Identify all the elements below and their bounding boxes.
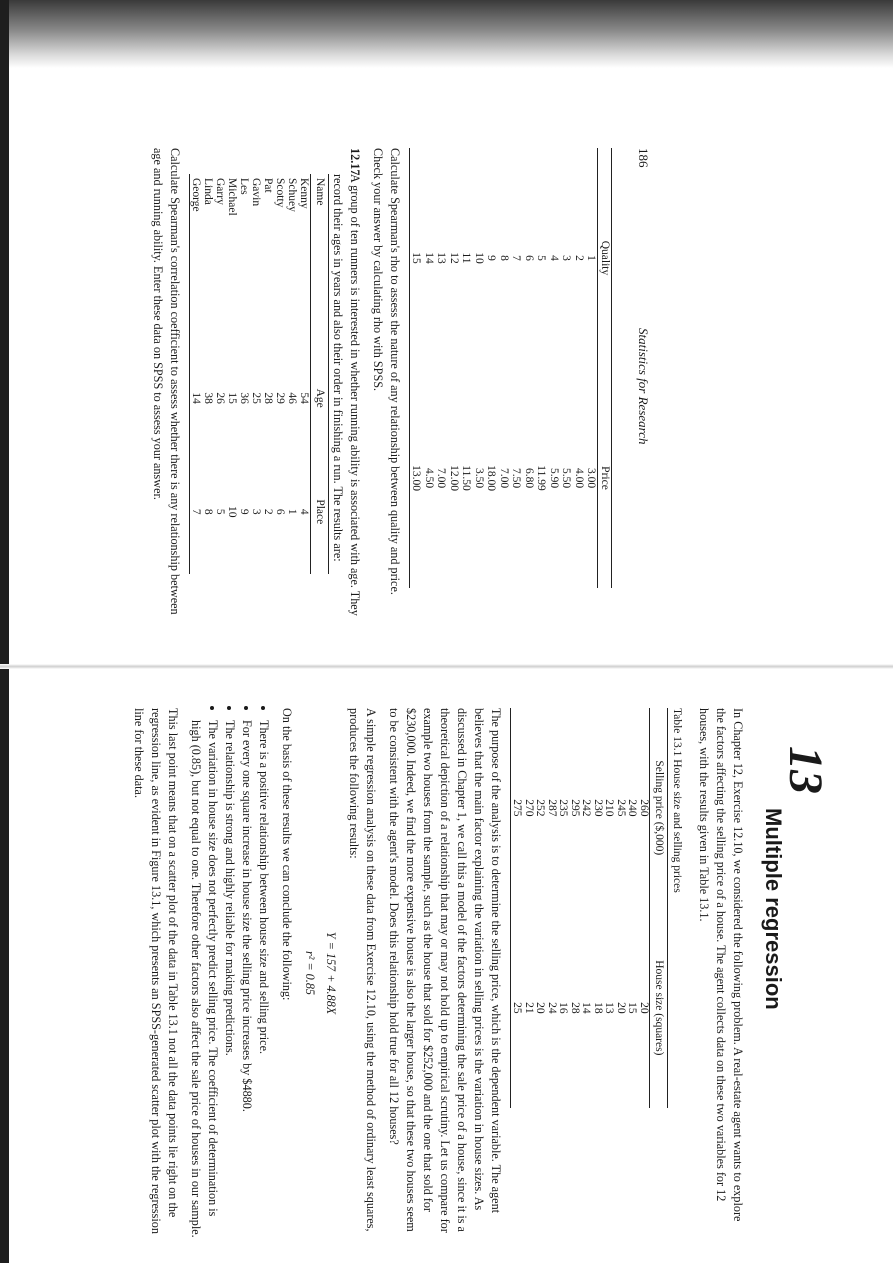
regression-equation: Y = 157 + 4.88X xyxy=(324,931,338,1015)
table-row xyxy=(250,174,262,574)
exercise-text: A group of ten runners is interested in whether running ability is associated with age. They record their ages in years and also their order in finishing a run. The results are: xyxy=(331,174,362,616)
table-cell: 2 xyxy=(262,508,274,515)
table-row xyxy=(585,148,598,588)
table-row xyxy=(546,708,558,1108)
table-row xyxy=(190,174,203,574)
table-row xyxy=(510,148,523,588)
table-cell: 15 xyxy=(410,252,423,264)
table-cell: 240 xyxy=(626,799,639,817)
table-row xyxy=(523,708,535,1108)
table-row xyxy=(603,708,615,1108)
table-row xyxy=(274,174,286,574)
table-row xyxy=(523,148,536,588)
page-fold xyxy=(0,664,893,669)
table-row xyxy=(557,708,569,1108)
table-row xyxy=(473,148,486,588)
table-cell: 14 xyxy=(190,392,202,404)
table-cell: 12 xyxy=(448,252,460,264)
col-header-age: Age xyxy=(311,347,329,450)
table-cell: 12.00 xyxy=(448,465,460,491)
intro-paragraph: In Chapter 12, Exercise 12.10, we considered the following problem. A real-estate agent wants to explore the factors affecting the selling price of a house. The agent collects data on these two variables for 12 houses, with the results given in Table 13.1. xyxy=(697,708,745,1222)
table-cell: 8 xyxy=(498,255,510,261)
table-cell: 20 xyxy=(638,1002,650,1014)
table-cell: 15 xyxy=(226,392,238,404)
table-row xyxy=(560,148,573,588)
table-cell: 6 xyxy=(523,255,535,261)
purpose-paragraph: The purpose of the analysis is to determine the selling price, which is the dependent variable. The agent believes that the main factor explaining the variation in selling prices is the variation in house sizes. As discussed in Chapter 1, we call this a model of the factors determining the sale price of a house, since it is a theoretical depiction of a relationship that may or may not hold up to empirical scrutiny. Let us compare for example two houses from the sample, such as the house that sold for $252,000 and the one that sold for $230,000. Indeed, we find the more expensive house is also the larger house, so that these two houses seem to be consistent with the agent's model. Does this relationship hold true for all 12 houses? xyxy=(387,708,503,1233)
table-row xyxy=(548,148,561,588)
scanner-shadow-top xyxy=(0,0,893,68)
table-cell: 25 xyxy=(250,392,262,404)
table-cell: 5.90 xyxy=(548,467,560,489)
table-row xyxy=(580,708,592,1108)
table-row xyxy=(262,174,274,574)
page-number: 186 xyxy=(636,148,651,168)
table-cell: Les xyxy=(238,178,250,195)
table-cell: 5 xyxy=(535,255,548,261)
table-cell: 29 xyxy=(274,392,286,404)
table-cell: 7.00 xyxy=(498,467,510,489)
runners-table xyxy=(189,174,329,574)
instruction-text-2: Calculate Spearman's correlation coefficient to assess whether there is any relationship between age and running ability. Enter these data on SPSS to assess your answer. xyxy=(151,148,182,615)
table-cell: 245 xyxy=(615,799,627,817)
table-cell: 270 xyxy=(523,799,535,817)
table-cell: Michael xyxy=(226,178,238,216)
table-cell: 230 xyxy=(592,799,604,817)
table-cell: 28 xyxy=(569,1002,581,1014)
scanner-edge-left xyxy=(0,0,9,1263)
table-row xyxy=(485,148,498,588)
table-cell: 10 xyxy=(473,252,485,264)
table-row xyxy=(535,148,548,588)
table-cell: 14 xyxy=(580,1002,593,1014)
table-row xyxy=(226,174,238,574)
list-item: • For every one square increase in house size the selling price increases by $4880. xyxy=(238,720,255,1238)
col-header-price: Price xyxy=(598,368,612,588)
col-header-place: Place xyxy=(311,450,329,574)
table-cell: Linda xyxy=(202,178,214,205)
table-cell: 4.00 xyxy=(573,467,585,489)
table-cell: Pat xyxy=(262,178,274,193)
quality-price-table xyxy=(409,148,612,588)
table-caption: Table 13.1 House size and selling prices xyxy=(671,708,683,893)
table-cell: 20 xyxy=(534,1002,547,1014)
table-cell: Garry xyxy=(214,178,226,205)
table-cell: 5.50 xyxy=(560,467,573,489)
table-cell: 8 xyxy=(202,508,214,515)
table-cell: 260 xyxy=(638,799,650,817)
table-cell: George xyxy=(190,178,202,212)
table-cell: 13.00 xyxy=(410,465,423,491)
table-row xyxy=(214,174,226,574)
table-cell: 11.99 xyxy=(535,465,548,491)
table-cell: 4 xyxy=(298,508,310,515)
table-cell: 36 xyxy=(238,392,250,404)
table-cell: Schuey xyxy=(286,178,298,212)
col-header-name: Name xyxy=(311,174,329,347)
table-cell: 7 xyxy=(190,508,202,515)
table-row xyxy=(592,708,604,1108)
table-cell: 26 xyxy=(214,392,226,404)
table-cell: 1 xyxy=(585,255,598,261)
chapter-number: 13 xyxy=(779,746,832,794)
table-cell: 38 xyxy=(202,392,214,404)
table-cell: 5 xyxy=(214,508,226,515)
list-item: • The variation in house size does not perfectly predict selling price. The coefficient of determination is high (0.85), but not equal to one. Therefore other factors also affect the sale price of houses in our sample. xyxy=(187,720,221,1238)
table-cell: 287 xyxy=(546,799,558,817)
table-cell: 16 xyxy=(557,1002,570,1014)
col-header-house-size: House size (squares) xyxy=(650,908,668,1108)
table-cell: Kenny xyxy=(298,178,310,209)
table-row xyxy=(238,174,250,574)
table-cell: 13 xyxy=(603,1002,616,1014)
table-row xyxy=(573,148,586,588)
table-cell: 18.00 xyxy=(485,465,498,491)
col-header-selling-price: Selling price ($,000) xyxy=(650,708,668,908)
table-cell: 6 xyxy=(274,508,286,515)
table-cell: 275 xyxy=(511,799,524,817)
table-row xyxy=(435,148,448,588)
table-cell: 9 xyxy=(238,508,250,515)
table-cell: 11.50 xyxy=(460,465,473,491)
conclusion-list xyxy=(187,708,272,1238)
chapter-title: Multiple regression xyxy=(761,808,786,1010)
table-row xyxy=(448,148,461,588)
scatter-paragraph: This last point means that on a scatter plot of the data in Table 13.1 not all the data points lie right on the regression line, as evident in Figure 13.1, which presents an SPSS-generated scatter plot with the regression line for these data. xyxy=(132,708,180,1234)
table-cell: 15 xyxy=(626,1002,639,1014)
table-cell: 13 xyxy=(435,252,448,264)
table-cell: 25 xyxy=(511,1002,524,1014)
table-row xyxy=(298,174,311,574)
table-cell: 7.00 xyxy=(435,467,448,489)
table-row xyxy=(286,174,298,574)
table-cell: Gavin xyxy=(250,178,262,207)
table-row xyxy=(511,708,523,1108)
table-cell: 3 xyxy=(250,508,262,515)
table-cell: 10 xyxy=(226,506,238,518)
table-row xyxy=(615,708,627,1108)
list-item: • The relationship is strong and highly reliable for making predictions. xyxy=(221,720,238,1238)
table-cell: 46 xyxy=(286,392,298,404)
table-cell: 235 xyxy=(557,799,570,817)
table-cell: 3 xyxy=(560,255,573,261)
running-head: Statistics for Research xyxy=(636,328,651,445)
table-row xyxy=(498,148,511,588)
table-cell: 9 xyxy=(485,255,498,261)
exercise-12-17 xyxy=(329,148,363,618)
r-squared: r² = 0.85 xyxy=(303,950,317,996)
table-cell: 21 xyxy=(523,1002,535,1014)
table-cell: 54 xyxy=(298,392,310,404)
table-cell: 3.00 xyxy=(585,467,598,489)
table-cell: 252 xyxy=(534,799,547,817)
table-cell: 4.50 xyxy=(423,467,435,489)
table-cell: 28 xyxy=(262,392,274,404)
table-row xyxy=(202,174,214,574)
upper-page xyxy=(143,148,652,618)
col-header-quality: Quality xyxy=(598,148,612,368)
table-cell: 2 xyxy=(573,255,585,261)
table-row xyxy=(423,148,436,588)
table-cell: 4 xyxy=(548,255,560,261)
table-cell: 14 xyxy=(423,252,435,264)
table-row xyxy=(460,148,473,588)
table-cell: Scotty xyxy=(274,178,286,208)
table-row xyxy=(638,708,650,1108)
conclusion-intro: On the basis of these results we can conclude the following: xyxy=(280,708,294,1001)
table-cell: 7.50 xyxy=(510,467,523,489)
table-row xyxy=(569,708,581,1108)
instruction-text: Calculate Spearman's rho to assess the nature of any relationship between quality and price. Check your answer by calculating rho with SPSS. xyxy=(371,148,402,595)
table-row xyxy=(534,708,546,1108)
table-cell: 20 xyxy=(615,1002,627,1014)
table-cell: 18 xyxy=(592,1002,604,1014)
list-item: • There is a positive relationship between house size and selling price. xyxy=(255,720,272,1238)
table-row xyxy=(410,148,423,588)
regression-paragraph: A simple regression analysis on these data from Exercise 12.10, using the method of ordinary least squares, produces the following results: xyxy=(347,708,378,1232)
table-row xyxy=(626,708,638,1108)
table-cell: 210 xyxy=(603,799,616,817)
exercise-number: 12.17 xyxy=(348,148,362,176)
table-cell: 7 xyxy=(510,255,523,261)
table-cell: 1 xyxy=(286,508,298,515)
table-cell: 6.80 xyxy=(523,467,535,489)
table-cell: 24 xyxy=(546,1002,558,1014)
house-size-table xyxy=(510,708,668,1108)
lower-page xyxy=(124,708,832,1238)
table-cell: 295 xyxy=(569,799,581,817)
table-cell: 11 xyxy=(460,252,473,264)
table-cell: 242 xyxy=(580,799,593,817)
table-cell: 3.50 xyxy=(473,467,485,489)
